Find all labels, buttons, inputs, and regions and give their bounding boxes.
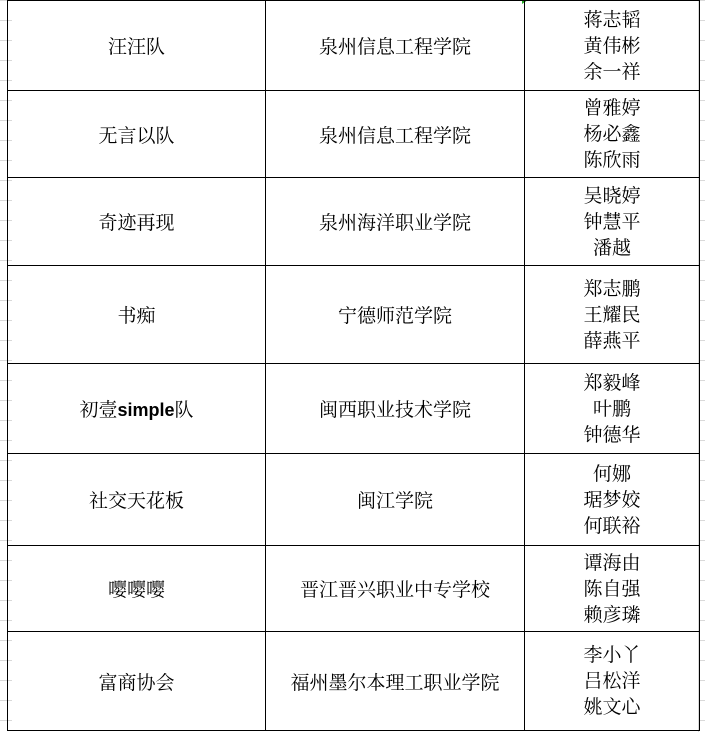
school-cell[interactable]: 泉州信息工程学院 (266, 91, 525, 178)
team-name-cell[interactable]: 无言以队 (8, 91, 266, 178)
members-cell[interactable] (525, 632, 700, 731)
team-name-cell[interactable]: 嘤嘤嘤 (8, 546, 266, 632)
member-name: 谭海由 (583, 551, 641, 574)
member-name: 叶鹏 (592, 397, 631, 420)
member-name: 陈欣雨 (583, 149, 641, 171)
table-row (8, 1, 700, 91)
member-name: 曾雅婷 (583, 97, 641, 119)
team-name-cell[interactable]: 奇迹再现 (8, 178, 266, 266)
table-row (8, 178, 700, 266)
team-name-cell[interactable]: 富商协会 (8, 632, 266, 731)
team-name-suffix: 队 (174, 399, 194, 421)
school-cell[interactable]: 泉州海洋职业学院 (266, 178, 525, 266)
member-name: 王耀民 (583, 303, 641, 326)
member-name: 潘越 (592, 236, 631, 259)
table-row (8, 632, 700, 731)
team-roster-table (7, 0, 700, 731)
member-name: 余一祥 (583, 60, 641, 83)
school-cell[interactable]: 闽江学院 (266, 454, 525, 546)
school-cell[interactable]: 宁德师范学院 (266, 266, 525, 364)
team-name-latin: simple (117, 400, 175, 420)
member-name: 姚文心 (583, 696, 641, 718)
member-name: 钟慧平 (583, 210, 641, 233)
member-name: 薛燕平 (583, 329, 641, 352)
member-name: 李小丫 (583, 644, 641, 666)
member-name: 郑志鹏 (583, 277, 641, 300)
team-name-cell[interactable]: 书痴 (8, 266, 266, 364)
table-row (8, 91, 700, 178)
table-row (8, 266, 700, 364)
member-name: 吕松洋 (583, 670, 641, 692)
members-cell[interactable] (525, 178, 700, 266)
members-cell[interactable] (525, 91, 700, 178)
member-name: 赖彦璘 (583, 603, 641, 626)
members-cell[interactable] (525, 266, 700, 364)
team-name-prefix: 初壹 (79, 399, 118, 421)
school-cell[interactable]: 泉州信息工程学院 (266, 1, 525, 91)
table-row (8, 364, 700, 454)
member-name: 黄伟彬 (583, 34, 641, 57)
members-cell[interactable] (525, 364, 700, 454)
member-name: 吴晓婷 (583, 184, 641, 207)
table-row (8, 454, 700, 546)
table-row (8, 546, 700, 632)
school-cell[interactable]: 晋江晋兴职业中专学校 (266, 546, 525, 632)
member-name: 杨必鑫 (583, 123, 641, 145)
team-name-cell[interactable] (8, 364, 266, 454)
members-cell[interactable] (525, 546, 700, 632)
team-name-cell[interactable]: 社交天花板 (8, 454, 266, 546)
member-name: 陈自强 (583, 577, 641, 600)
member-name: 琚梦姣 (583, 488, 641, 511)
member-name: 蒋志韬 (583, 8, 641, 31)
member-name: 郑毅峰 (583, 371, 641, 394)
members-cell[interactable] (525, 454, 700, 546)
school-cell[interactable]: 闽西职业技术学院 (266, 364, 525, 454)
team-name-cell[interactable]: 汪汪队 (8, 1, 266, 91)
member-name: 何联裕 (583, 514, 641, 537)
member-name: 钟德华 (583, 423, 641, 446)
member-name: 何娜 (592, 462, 631, 485)
school-cell[interactable]: 福州墨尔本理工职业学院 (266, 632, 525, 731)
members-cell[interactable] (525, 1, 700, 91)
